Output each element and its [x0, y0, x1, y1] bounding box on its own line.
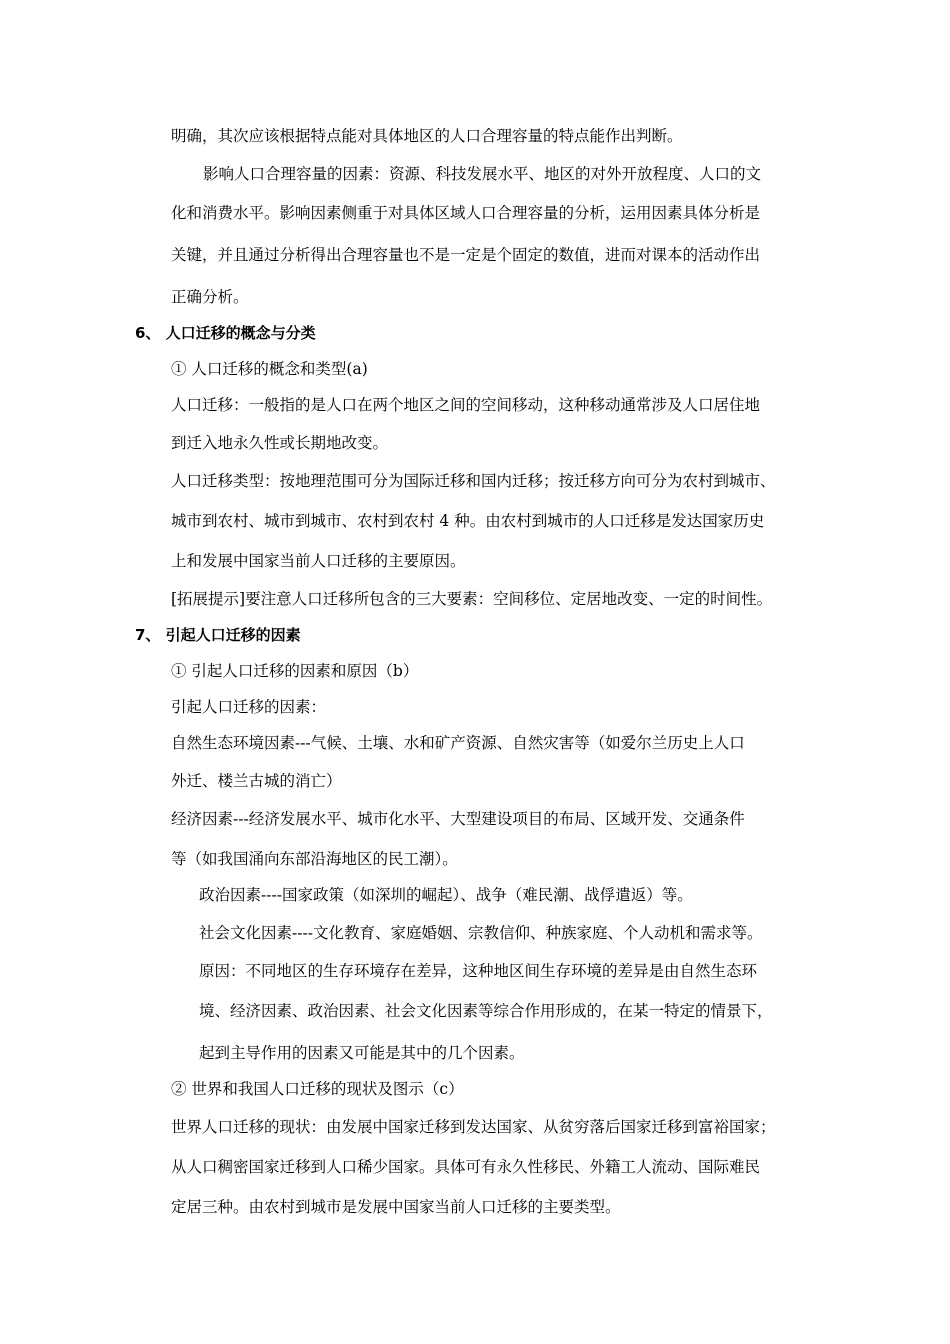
paragraph-line: 正确分析。 — [171, 288, 249, 306]
subsection-heading: ① 人口迁移的概念和类型(a) — [171, 360, 368, 378]
paragraph-line: 到迁入地永久性或长期地改变。 — [171, 434, 389, 452]
paragraph-line: 影响人口合理容量的因素：资源、科技发展水平、地区的对外开放程度、人口的文 — [203, 165, 762, 183]
paragraph-line: 城市到农村、城市到城市、农村到农村 4 种。由农村到城市的人口迁移是发达国家历史 — [171, 512, 765, 530]
paragraph-line: 境、经济因素、政治因素、社会文化因素等综合作用形成的，在某一特定的情景下， — [199, 1002, 773, 1020]
paragraph-line: 自然生态环境因素---气候、土壤、水和矿产资源、自然灾害等（如爱尔兰历史上人口 — [171, 734, 745, 752]
paragraph-line: 人口迁移类型：按地理范围可分为国际迁移和国内迁移；按迁移方向可分为农村到城市、 — [171, 472, 776, 490]
subsection-heading: ① 引起人口迁移的因素和原因（b） — [171, 662, 419, 680]
paragraph-line: 等（如我国涌向东部沿海地区的民工潮）。 — [171, 850, 458, 868]
section-heading-6: 6、 人口迁移的概念与分类 — [135, 324, 316, 342]
paragraph-line: 引起人口迁移的因素： — [171, 698, 327, 716]
paragraph-line: 世界人口迁移的现状：由发展中国家迁移到发达国家、从贫穷落后国家迁移到富裕国家； — [171, 1118, 776, 1136]
paragraph-line: 人口迁移：一般指的是人口在两个地区之间的空间移动，这种移动通常涉及人口居住地 — [171, 396, 761, 414]
paragraph-line: 社会文化因素----文化教育、家庭婚姻、宗教信仰、种族家庭、个人动机和需求等。 — [199, 924, 763, 942]
extension-tip: [拓展提示]要注意人口迁移所包含的三大要素：空间移位、定居地改变、一定的时间性。 — [171, 590, 773, 608]
paragraph-line: 起到主导作用的因素又可能是其中的几个因素。 — [199, 1044, 525, 1062]
paragraph-line: 外迁、楼兰古城的消亡） — [171, 772, 342, 790]
section-heading-7: 7、 引起人口迁移的因素 — [135, 626, 301, 644]
paragraph-line: 定居三种。由农村到城市是发展中国家当前人口迁移的主要类型。 — [171, 1198, 621, 1216]
paragraph-line: 原因：不同地区的生存环境存在差异，这种地区间生存环境的差异是由自然生态环 — [199, 962, 758, 980]
paragraph-line: 关键，并且通过分析得出合理容量也不是一定是个固定的数值，进而对课本的活动作出 — [171, 246, 761, 264]
paragraph-line: 政治因素----国家政策（如深圳的崛起）、战争（难民潮、战俘遣返）等。 — [199, 886, 693, 904]
subsection-heading: ② 世界和我国人口迁移的现状及图示（c） — [171, 1080, 464, 1098]
paragraph-line: 上和发展中国家当前人口迁移的主要原因。 — [171, 552, 466, 570]
paragraph-line: 明确，其次应该根据特点能对具体地区的人口合理容量的特点能作出判断。 — [171, 127, 683, 145]
paragraph-line: 经济因素---经济发展水平、城市化水平、大型建设项目的布局、区域开发、交通条件 — [171, 810, 745, 828]
paragraph-line: 化和消费水平。影响因素侧重于对具体区域人口合理容量的分析，运用因素具体分析是 — [171, 204, 761, 222]
paragraph-line: 从人口稠密国家迁移到人口稀少国家。具体可有永久性移民、外籍工人流动、国际难民 — [171, 1158, 761, 1176]
